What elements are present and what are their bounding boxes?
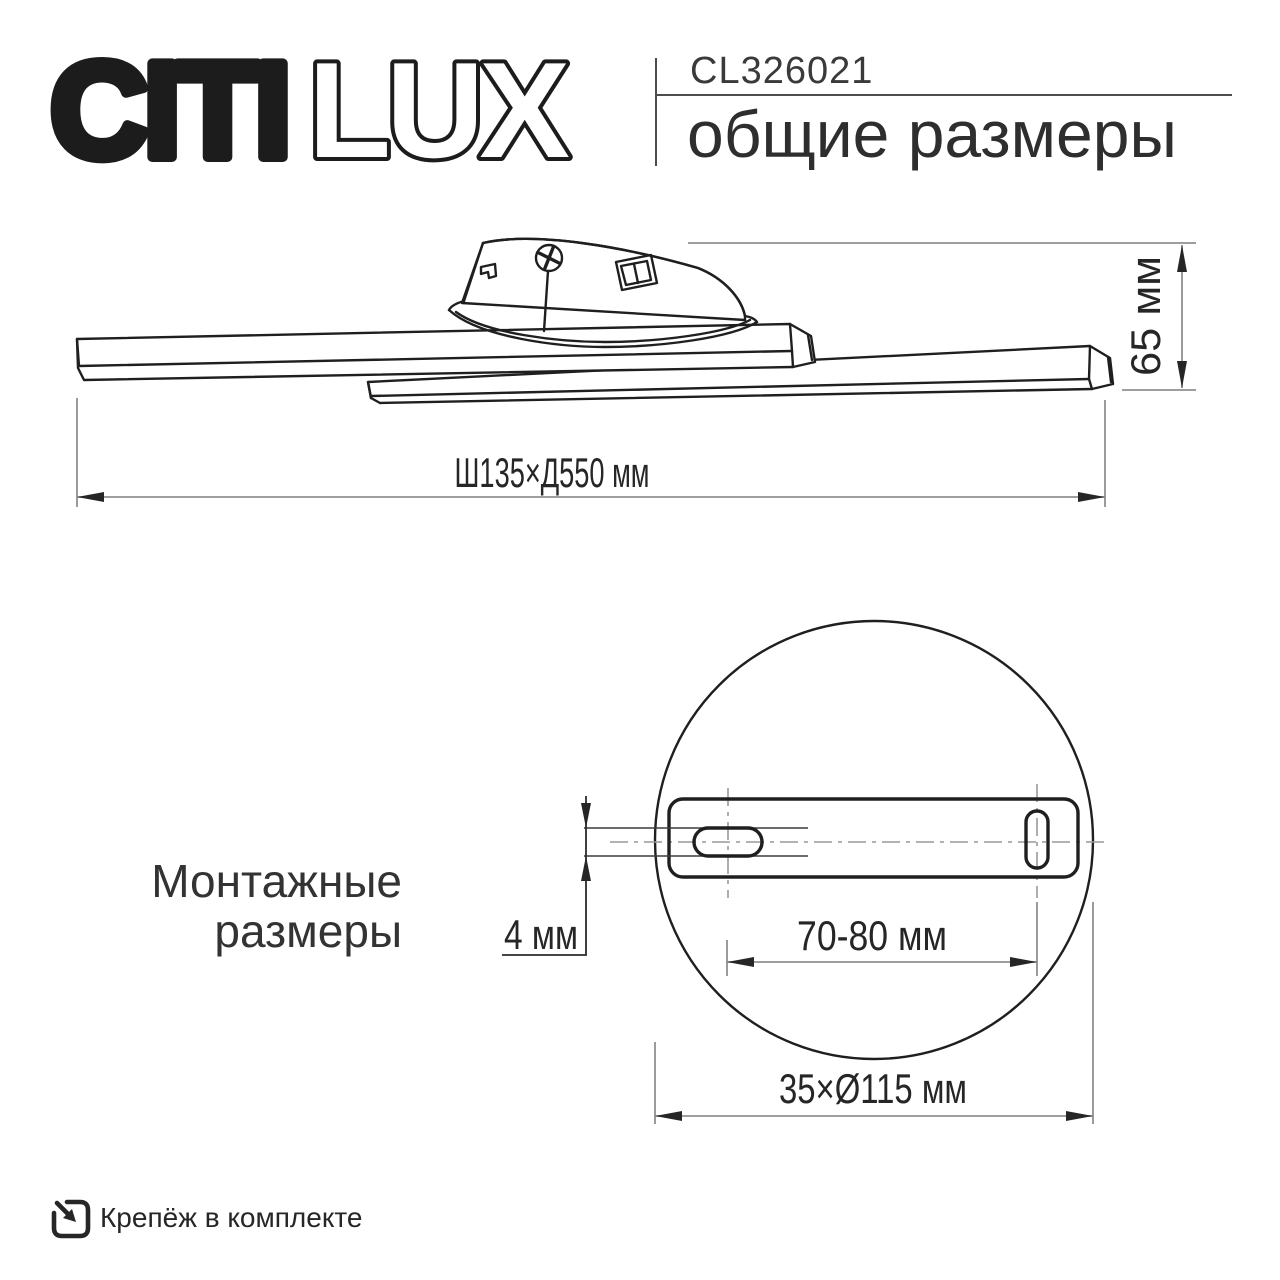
fasteners-icon <box>54 1202 88 1236</box>
mounting-title-line1: Монтажные <box>151 855 402 907</box>
mounting-title <box>110 856 402 956</box>
slot-height-label: 4 мм <box>504 911 578 958</box>
brand-logo-citi: CITI <box>50 34 287 186</box>
fasteners-note: Крепёж в комплекте <box>100 1202 363 1233</box>
width-dimension <box>77 398 1105 507</box>
mounting-title-line2: размеры <box>214 905 402 957</box>
height-dimension-label: 65 мм <box>1122 259 1169 376</box>
header-vertical-divider <box>655 58 657 166</box>
hole-spacing-label: 70-80 мм <box>797 912 947 959</box>
drawing-subtitle: общие размеры <box>687 97 1177 171</box>
mounting-plate <box>669 799 1078 877</box>
hole-spacing-dimension <box>727 902 1037 976</box>
fixture-drawing <box>77 239 1196 507</box>
width-dimension-label: Ш135×Д550 мм <box>454 449 650 496</box>
model-number: CL326021 <box>690 50 874 92</box>
brand-logo <box>50 34 569 186</box>
slot-height-dimension <box>502 796 591 958</box>
mounting-drawing <box>502 621 1106 1124</box>
brand-logo-lux: LUX <box>308 34 565 186</box>
plate-size-label: 35×Ø115 мм <box>779 1065 967 1112</box>
